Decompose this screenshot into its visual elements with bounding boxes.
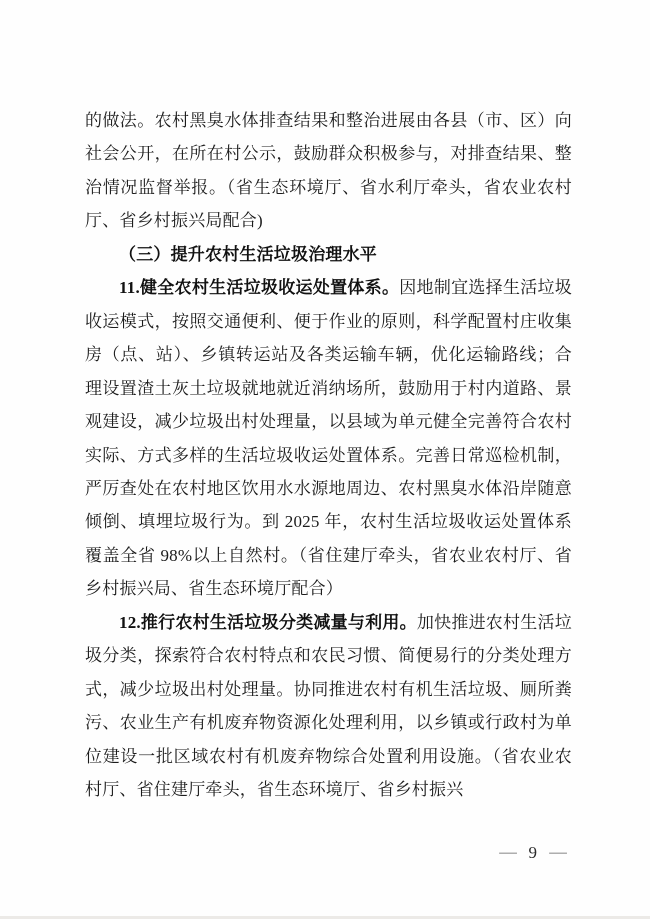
paragraph-2 [85, 238, 572, 271]
text-run: 因地制宜选择生活垃圾收运模式，按照交通便利、便于作业的原则，科学配置村庄收集房（点、站）、乡镇转运站及各类运输车辆，优化运输路线；合理设置渣土灰土垃圾就地就近消纳场所，鼓励用于村内道路、景观建设，减少垃圾出村处理量，以县域为单元健全完善符合农村实际、方式多样的生活垃圾收运处置体系。完善日常巡检机制，严厉查处在农村地区饮用水水源地周边、农村黑臭水体沿岸随意倾倒、填埋垃圾行为。到 2025 年，农村生活垃圾收运处置体系覆盖全省 98%以上自然村。（省住建厅牵头，省农业农村厅、省乡村振兴局、省生态环境厅配合） [85, 278, 572, 599]
footer-page-number: 9 [528, 843, 537, 862]
paragraph-4 [85, 606, 572, 807]
paragraph-1 [85, 104, 572, 238]
footer-dash-left: — [498, 844, 517, 861]
text-run: 的做法。农村黑臭水体排查结果和整治进展由各县（市、区）向社会公开，在所在村公示，鼓励群众积极参与，对排查结果、整治情况监督举报。（省生态环境厅、省水利厅牵头，省农业农村厅、省乡村振兴局配合) [85, 111, 572, 231]
footer-dash-right: — [549, 844, 567, 861]
paragraph-3 [85, 271, 572, 606]
document-text [85, 104, 572, 807]
page-footer [500, 841, 567, 865]
text-run: 12.推行农村生活垃圾分类减量与利用。 [119, 612, 417, 632]
text-run: （三）提升农村生活垃圾治理水平 [119, 244, 377, 264]
text-run: 11.健全农村生活垃圾收运处置体系。 [119, 278, 400, 298]
text-run: 加快推进农村生活垃圾分类，探索符合农村特点和农民习惯、简便易行的分类处理方式，减少垃圾出村处理量。协同推进农村有机生活垃圾、厕所粪污、农业生产有机废弃物资源化处理利用，以乡镇或行政村为单位建设一批区域农村有机废弃物综合处置利用设施。（省农业农村厅、省住建厅牵头，省生态环境厅、省乡村振兴 [85, 612, 572, 800]
